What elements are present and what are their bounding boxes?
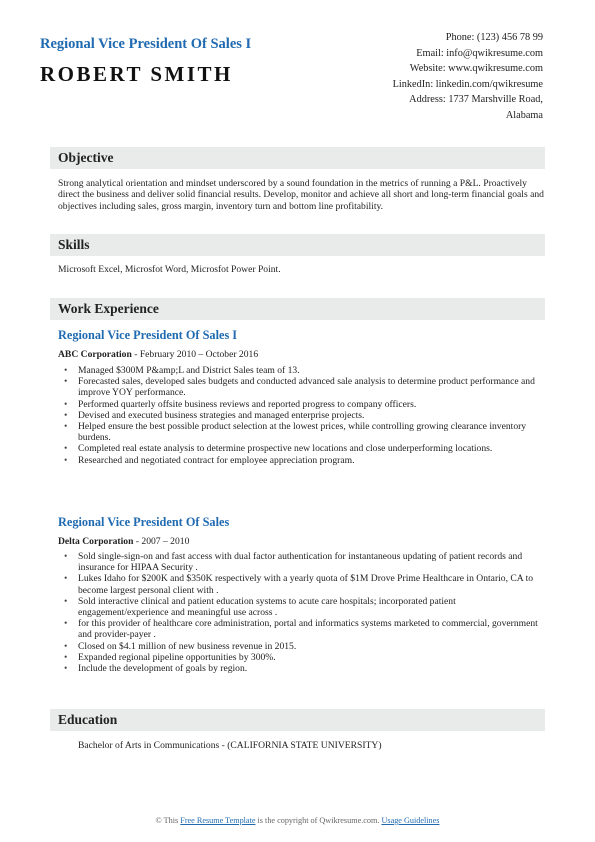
footer-middle: is the copyright of Qwikresume.com. bbox=[255, 816, 382, 825]
contact-address-state: Alabama bbox=[505, 109, 543, 121]
objective-heading: Objective bbox=[58, 150, 114, 165]
job-company-line bbox=[58, 536, 189, 547]
usage-guidelines-link[interactable]: Usage Guidelines bbox=[381, 816, 440, 825]
job-company: Delta Corporation bbox=[58, 536, 134, 547]
education-heading: Education bbox=[58, 712, 118, 727]
contact-block bbox=[393, 30, 543, 123]
list-item: • Lukes Idaho for $200K and $350K respectively with a yearly quota of $1M Drove Prime Healthcare in Ontario, CA to become largest personal client with . bbox=[58, 573, 545, 595]
job-dates: - 2007 – 2010 bbox=[133, 536, 190, 547]
candidate-name: ROBERT SMITH bbox=[40, 62, 233, 86]
list-item: • Helped ensure the best possible product selection at the lowest prices, while controlling growing clearance inventory burdens. bbox=[58, 421, 545, 443]
contact-address: Address: 1737 Marshville Road, bbox=[409, 94, 543, 105]
contact-phone: Phone: (123) 456 78 99 bbox=[445, 32, 543, 43]
education-text: Bachelor of Arts in Communications - (CALIFORNIA STATE UNIVERSITY) bbox=[78, 740, 382, 751]
list-item: • Completed real estate analysis to determine prospective new locations and close underperforming locations. bbox=[58, 443, 545, 454]
contact-email[interactable]: Email: info@qwikresume.com bbox=[416, 47, 543, 59]
list-item: • Expanded regional pipeline opportunities by 300%. bbox=[58, 652, 545, 663]
job-company-line bbox=[58, 349, 258, 360]
objective-section-header bbox=[50, 147, 545, 169]
list-item: • Managed $300M P&amp;L and District Sales team of 13. bbox=[58, 365, 545, 376]
list-item: • Devised and executed business strategies and managed enterprise projects. bbox=[58, 410, 545, 421]
list-item: • Closed on $4.1 million of new business revenue in 2015. bbox=[58, 641, 545, 652]
list-item: • Sold single-sign-on and fast access with dual factor authentication for instantaneous updating of patient records and insurance for HIPAA Security . bbox=[58, 551, 545, 573]
job-title: Regional Vice President Of Sales bbox=[58, 515, 230, 529]
job-title: Regional Vice President Of Sales I bbox=[58, 328, 238, 342]
job-bullets bbox=[58, 551, 545, 674]
list-item: • Include the development of goals by region. bbox=[58, 663, 545, 674]
job-company: ABC Corporation bbox=[58, 349, 132, 360]
list-item: • Sold interactive clinical and patient education systems to acute care hospitals; incorporated patient engagement/experience and meaningful use across . bbox=[58, 596, 545, 618]
list-item: • Forecasted sales, developed sales budgets and conducted advanced sale analysis to determine product performance and improve YOY performance. bbox=[58, 376, 545, 398]
header-job-title: Regional Vice President Of Sales I bbox=[40, 36, 252, 52]
job-bullets bbox=[58, 365, 545, 466]
footer-prefix: © This bbox=[155, 816, 181, 825]
skills-section-header bbox=[50, 234, 545, 256]
contact-linkedin[interactable]: LinkedIn: linkedin.com/qwikresume bbox=[392, 78, 543, 90]
objective-text: Strong analytical orientation and mindset underscored by a sound foundation in the metrics of running a P&L. Proactively direct the business and deliver solid financial results. Develop, monitor and achieve all short and long-term financial goals and objectives including sales, gross margin, inventory turn and bottom line profitability. bbox=[58, 178, 544, 212]
list-item: • Researched and negotiated contract for employee appreciation program. bbox=[58, 455, 545, 466]
education-section-header bbox=[50, 709, 545, 731]
skills-text: Microsoft Excel, Microsfot Word, Microsfot Power Point. bbox=[58, 264, 281, 275]
work-heading: Work Experience bbox=[58, 301, 159, 316]
footer bbox=[0, 816, 595, 825]
list-item: • for this provider of healthcare core administration, portal and informatics systems marketed to commercial, government and provider-payer . bbox=[58, 618, 545, 640]
contact-website[interactable]: Website: www.qwikresume.com bbox=[409, 63, 543, 74]
skills-heading: Skills bbox=[58, 237, 90, 252]
work-section-header bbox=[50, 298, 545, 320]
list-item: • Performed quarterly offsite business reviews and reported progress to company officers. bbox=[58, 399, 545, 410]
free-resume-template-link[interactable]: Free Resume Template bbox=[180, 816, 256, 825]
job-dates: - February 2010 – October 2016 bbox=[131, 349, 259, 360]
